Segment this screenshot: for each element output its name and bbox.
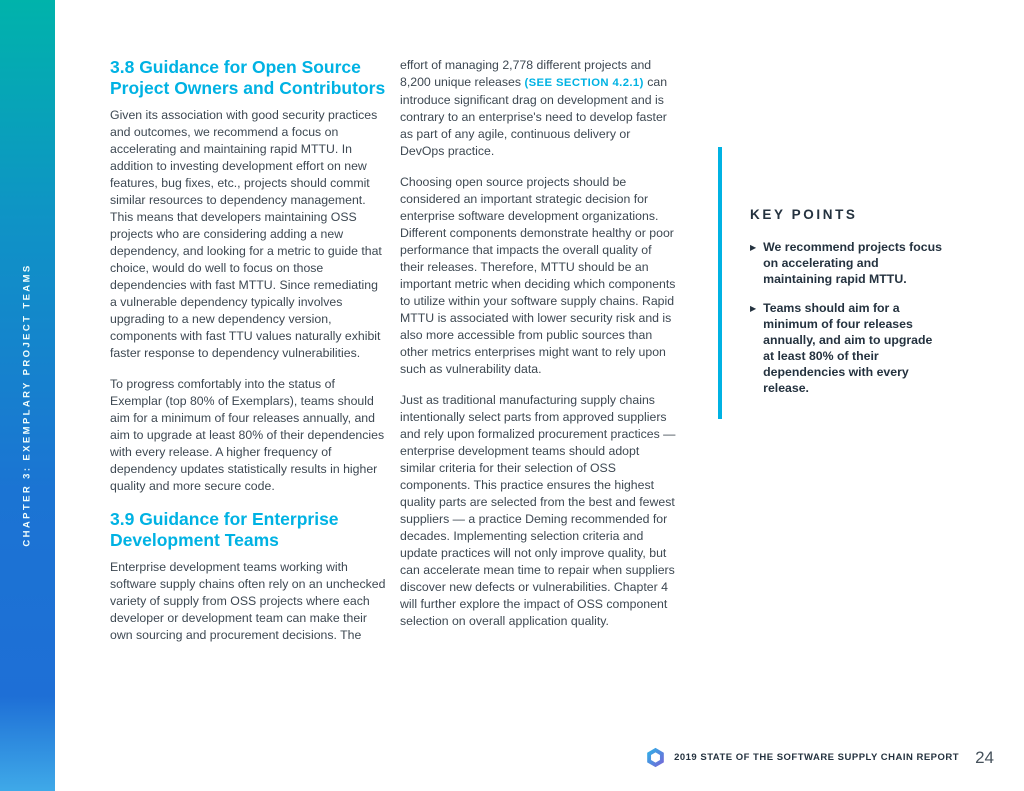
see-section-link[interactable]: (SEE SECTION 4.2.1) bbox=[524, 77, 644, 89]
paragraph: Choosing open source projects should be considered an important strategic decision for enterprise software development organizations. Different components demonstrate healthy or poor performance that impacts the overall quality of their releases. Therefore, MTTU should be an important metric when deciding which components to utilize within your software supply chains. Rapid MTTU is associated with lower security risk and is also more accessible from public sources than other metrics enterprises might want to rely upon such as vulnerability data. bbox=[400, 175, 676, 376]
key-points-heading: KEY POINTS bbox=[750, 207, 858, 222]
section-3-8-heading: 3.8 Guidance for Open Source Project Owners and Contributors bbox=[110, 57, 386, 98]
footer bbox=[645, 747, 994, 768]
paragraph: Enterprise development teams working with software supply chains often rely on an unchecked variety of supply from OSS projects where each developer or development team can make their own sourcing and procurement decisions. The bbox=[110, 560, 386, 642]
triangle-bullet-icon: ▶ bbox=[750, 304, 757, 313]
key-point-item bbox=[750, 300, 944, 396]
chapter-sidebar bbox=[0, 0, 55, 791]
key-point-item bbox=[750, 239, 944, 287]
paragraph bbox=[400, 57, 678, 160]
paragraph: Given its association with good security practices and outcomes, we recommend a focus on accelerating and maintaining rapid MTTU. In addition to investing development effort on new features, bug fixes, etc., projects should commit similar resources to dependency management. This means that developers maintaining OSS projects who are considering adding a new dependency, and looking for a metric to guide that choice, would do well to focus on those dependencies with fast MTTU. Since remediating a vulnerable dependency typically involves upgrading to a new dependency version, components with fast TTU values naturally exhibit faster response to dependency vulnerabilities. bbox=[110, 108, 382, 360]
key-points-panel bbox=[718, 147, 944, 419]
page-number: 24 bbox=[975, 747, 994, 767]
hexagon-logo-icon bbox=[645, 747, 666, 768]
paragraph: Just as traditional manufacturing supply chains intentionally select parts from approved suppliers and rely upon formalized procurement practices — enterprise development teams should adopt similar criteria for their selection of OSS components. This practice ensures the highest quality parts are selected from the best and fewest suppliers — a practice Deming recommended for decades. Implementing selection criteria and update practices will not only improve quality, but can accelerate mean time to repair when suppliers discover new defects or vulnerabilities. Chapter 4 will further explore the impact of OSS component selection on overall application quality. bbox=[400, 393, 676, 628]
triangle-bullet-icon: ▶ bbox=[750, 243, 757, 252]
footer-report-title: 2019 STATE OF THE SOFTWARE SUPPLY CHAIN REPORT bbox=[674, 752, 960, 763]
right-column bbox=[400, 57, 678, 644]
key-point-text: We recommend projects focus on accelerating and maintaining rapid MTTU. bbox=[763, 240, 942, 286]
key-point-text: Teams should aim for a minimum of four releases annually, and aim to upgrade at least 80% of their dependencies with every release. bbox=[763, 301, 933, 395]
paragraph-text: effort of managing 2,778 different projects and 8,200 unique releases bbox=[400, 58, 652, 89]
left-column bbox=[110, 57, 387, 658]
paragraph-text: can introduce significant drag on development and is contrary to an enterprise's need to develop faster as part of any agile, continuous delivery or DevOps practice. bbox=[400, 75, 668, 158]
section-3-9-heading: 3.9 Guidance for Enterprise Development Teams bbox=[110, 509, 339, 550]
paragraph: To progress comfortably into the status of Exemplar (top 80% of Exemplars), teams should aim for a minimum of four releases annually, and aim to upgrade at least 80% of their dependencies with every release. A higher frequency of dependency updates statistically results in higher quality and more secure code. bbox=[110, 377, 385, 493]
chapter-label: CHAPTER 3: EXEMPLARY PROJECT TEAMS bbox=[21, 263, 33, 547]
